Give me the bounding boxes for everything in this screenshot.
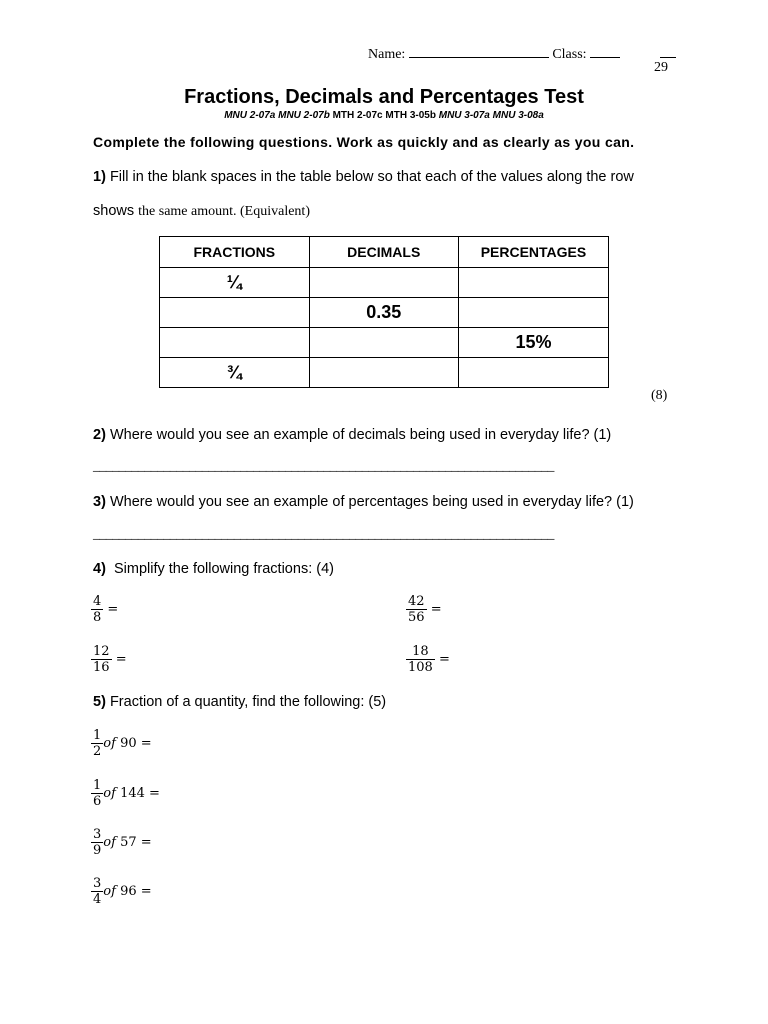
fraction — [91, 644, 112, 675]
question-text: Fraction of a quantity, find the following: (5) — [109, 694, 387, 710]
fraction — [91, 728, 103, 759]
answer-line[interactable]: ________________________________________________________________________ — [93, 459, 554, 474]
numerator: 1 — [93, 728, 102, 743]
question-text: shows — [93, 203, 139, 219]
question-number: 2) — [93, 427, 106, 443]
column-header: DECIMALS — [309, 237, 458, 268]
fraction-expression — [91, 594, 118, 625]
of-word: of — [103, 835, 116, 850]
question-text: Fill in the blank spaces in the table below so that each of the values along the row — [109, 169, 634, 185]
numerator: 1 — [93, 778, 102, 793]
table-cell[interactable] — [458, 358, 608, 388]
fraction-expression — [91, 644, 127, 675]
code: MTH 2-07c — [332, 110, 383, 121]
class-field[interactable] — [590, 44, 620, 58]
table-cell[interactable] — [160, 298, 310, 328]
quantity: 96 = — [120, 884, 152, 899]
equals-sign: = — [107, 602, 119, 617]
table-cell[interactable]: ¼ — [160, 268, 310, 298]
question-number: 1) — [93, 169, 106, 185]
numerator: 3 — [93, 827, 102, 842]
denominator: 2 — [93, 744, 102, 759]
table-cell[interactable] — [458, 298, 608, 328]
page-title: Fractions, Decimals and Percentages Test — [184, 86, 584, 108]
fraction — [91, 594, 103, 625]
numerator: 4 — [93, 594, 102, 609]
code: MTH 3-05b — [385, 110, 436, 121]
table-cell[interactable] — [309, 328, 458, 358]
fraction — [406, 644, 435, 675]
instructions: Complete the following questions. Work as quickly and as clearly as you can. — [93, 134, 635, 150]
table-row — [160, 298, 609, 328]
question-3 — [93, 494, 634, 510]
quantity-expression — [91, 778, 160, 809]
name-field[interactable] — [409, 44, 549, 58]
fraction-expression — [406, 594, 442, 625]
code: MNU 2-07a — [224, 110, 276, 121]
table-cell[interactable]: 0.35 — [309, 298, 458, 328]
question-4 — [93, 561, 334, 577]
table-row — [160, 268, 609, 298]
numerator: 18 — [406, 644, 435, 660]
of-word: of — [103, 736, 116, 751]
denominator: 4 — [93, 892, 102, 907]
table-header-row — [160, 237, 609, 268]
numerator: 42 — [408, 594, 425, 609]
question-text: the same amount. (Equivalent) — [138, 204, 310, 219]
table-row — [160, 328, 609, 358]
question-text: Where would you see an example of decimals being used in everyday life? (1) — [109, 427, 612, 443]
fraction — [91, 827, 103, 858]
question-text: Where would you see an example of percentages being used in everyday life? (1) — [109, 494, 634, 510]
question-2 — [93, 427, 611, 443]
denominator: 56 — [408, 610, 425, 625]
denominator: 108 — [408, 660, 433, 675]
equals-sign: = — [438, 652, 450, 667]
fraction — [406, 594, 427, 625]
quantity: 90 = — [120, 736, 152, 751]
table-row — [160, 358, 609, 388]
denominator: 16 — [93, 660, 110, 675]
numerator: 12 — [93, 644, 110, 659]
quantity: 57 = — [120, 835, 152, 850]
table-cell[interactable] — [458, 268, 608, 298]
table-cell[interactable] — [309, 268, 458, 298]
denominator: 9 — [93, 843, 102, 858]
question-1-line-2 — [93, 203, 310, 220]
of-word: of — [103, 786, 116, 801]
class-label: Class: — [552, 47, 587, 62]
numerator: 3 — [93, 876, 102, 891]
denominator: 8 — [93, 610, 102, 625]
answer-line[interactable]: ________________________________________________________________________ — [93, 527, 554, 542]
equals-sign: = — [430, 602, 442, 617]
denominator: 6 — [93, 794, 102, 809]
quantity-expression — [91, 728, 152, 759]
quantity-expression — [91, 827, 152, 858]
question-number: 4) — [93, 561, 106, 577]
code: MNU 3-08a — [492, 110, 544, 121]
question-number: 5) — [93, 694, 106, 710]
fraction-expression — [406, 644, 450, 675]
code: MNU 2-07b — [278, 110, 330, 121]
quantity: 144 = — [120, 786, 160, 801]
question-number: 3) — [93, 494, 106, 510]
table-cell[interactable]: ¾ — [160, 358, 310, 388]
fraction — [91, 876, 103, 907]
fraction — [91, 778, 103, 809]
table-cell[interactable] — [160, 328, 310, 358]
question-text: Simplify the following fractions: (4) — [113, 561, 334, 577]
column-header: PERCENTAGES — [458, 237, 608, 268]
question-5 — [93, 694, 386, 710]
table-cell[interactable] — [309, 358, 458, 388]
column-header: FRACTIONS — [160, 237, 310, 268]
curriculum-codes — [0, 110, 768, 121]
marks: (8) — [651, 388, 668, 403]
question-1-line-1 — [93, 169, 634, 185]
code: MNU 3-07a — [438, 110, 490, 121]
equals-sign: = — [115, 652, 127, 667]
score-field[interactable] — [660, 44, 676, 58]
table-cell[interactable]: 15% — [458, 328, 608, 358]
score-total: 29 — [654, 60, 668, 75]
equivalence-table — [159, 236, 609, 388]
quantity-expression — [91, 876, 152, 907]
header-fields — [368, 44, 620, 63]
of-word: of — [103, 884, 116, 899]
name-label: Name: — [368, 47, 406, 62]
